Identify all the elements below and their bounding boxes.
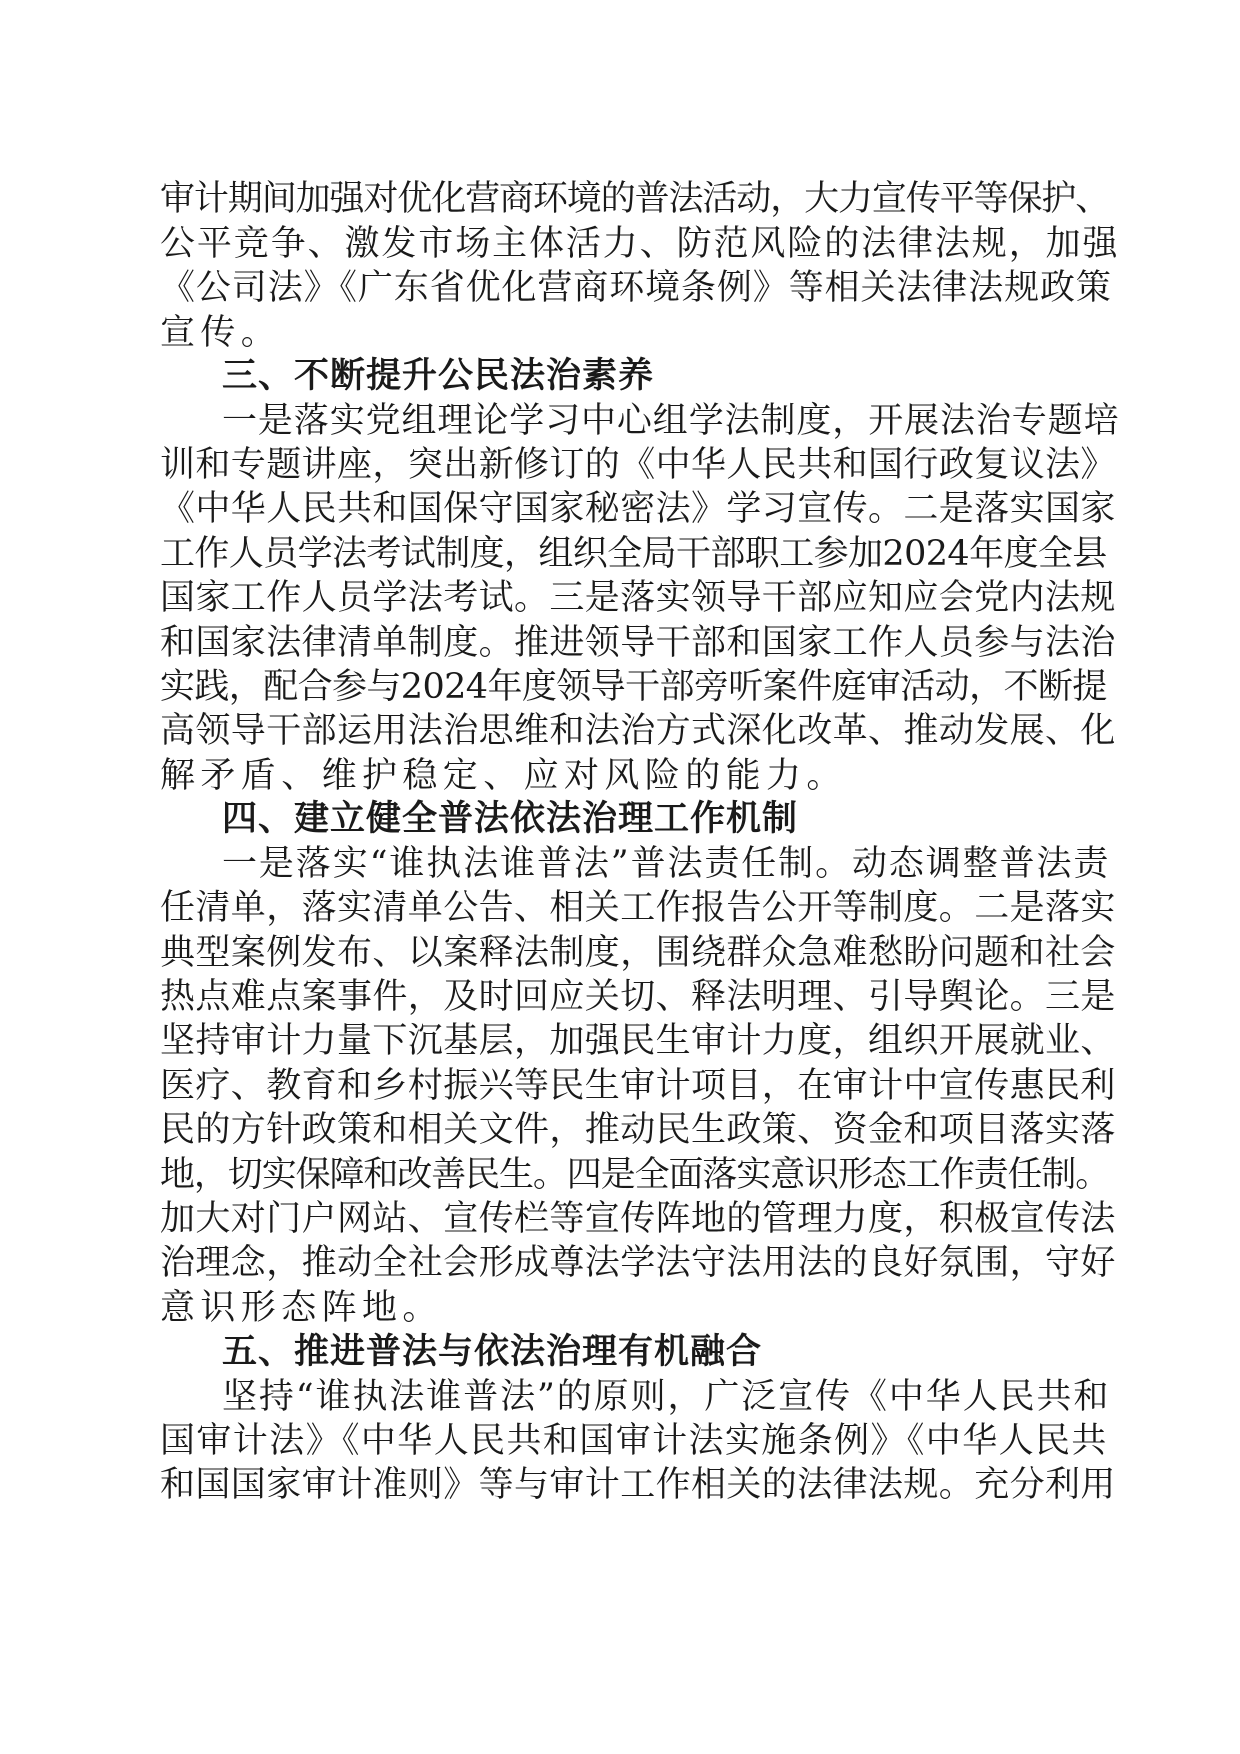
body-text-line: 《中华人民共和国保守国家秘密法》学习宣传。二是落实国家 [160, 489, 1116, 529]
body-text-line: 和国家法律清单制度。推进领导干部和国家工作人员参与法治 [160, 623, 1116, 663]
paragraph-first-line: 坚持“谁执法谁普法”的原则，广泛宣传《中华人民共和 [222, 1377, 1111, 1417]
body-text-line: 审计期间加强对优化营商环境的普法活动，大力宣传平等保护、 [160, 179, 1110, 219]
body-text-line: 公平竞争、激发市场主体活力、防范风险的法律法规，加强 [160, 224, 1120, 264]
section-heading-5: 五、推进普法与依法治理有机融合 [222, 1332, 763, 1372]
body-text-line: 《公司法》《广东省优化营商环境条例》等相关法律法规政策 [160, 268, 1112, 308]
body-text-line: 高领导干部运用法治思维和法治方式深化改革、推动发展、化 [160, 711, 1116, 751]
body-text-line: 民的方针政策和相关文件，推动民生政策、资金和项目落实落 [160, 1110, 1116, 1150]
body-text-line: 加大对门户网站、宣传栏等宣传阵地的管理力度，积极宣传法 [160, 1199, 1116, 1239]
body-text-line: 实践，配合参与2024年度领导干部旁听案件庭审活动，不断提 [160, 667, 1107, 707]
body-text-line: 工作人员学法考试制度，组织全局干部职工参加2024年度全县 [160, 534, 1107, 574]
body-text-line: 热点难点案事件，及时回应关切、释法明理、引导舆论。三是 [160, 977, 1116, 1017]
body-text-line: 坚持审计力量下沉基层，加强民生审计力度，组织开展就业、 [160, 1021, 1116, 1061]
paragraph-first-line: 一是落实“谁执法谁普法”普法责任制。动态调整普法责 [222, 844, 1111, 884]
body-text-line: 典型案例发布、以案释法制度，围绕群众急难愁盼问题和社会 [160, 933, 1116, 973]
body-text-line: 训和专题讲座，突出新修订的《中华人民共和国行政复议法》 [160, 445, 1116, 485]
section-heading-4: 四、建立健全普法依法治理工作机制 [222, 799, 799, 839]
body-text-line: 任清单，落实清单公告、相关工作报告公开等制度。二是落实 [160, 888, 1116, 928]
body-text-line: 国家工作人员学法考试。三是落实领导干部应知应会党内法规 [160, 578, 1116, 618]
paragraph-first-line: 一是落实党组理论学习中心组学法制度，开展法治专题培 [222, 401, 1120, 441]
body-text-line: 和国国家审计准则》等与审计工作相关的法律法规。充分利用 [160, 1465, 1116, 1505]
body-text-line: 治理念，推动全社会形成尊法学法守法用法的良好氛围，守好 [160, 1243, 1116, 1283]
body-text-line: 国审计法》《中华人民共和国审计法实施条例》《中华人民共 [160, 1421, 1108, 1461]
body-text-line: 解矛盾、维护稳定、应对风险的能力。 [160, 756, 847, 796]
body-text-line: 宣传。 [160, 313, 282, 353]
body-text-line: 医疗、教育和乡村振兴等民生审计项目，在审计中宣传惠民利 [160, 1066, 1116, 1106]
section-heading-3: 三、不断提升公民法治素养 [222, 356, 655, 396]
body-text-line: 地，切实保障和改善民生。四是全面落实意识形态工作责任制。 [160, 1155, 1110, 1195]
body-text-line: 意识形态阵地。 [160, 1288, 443, 1328]
